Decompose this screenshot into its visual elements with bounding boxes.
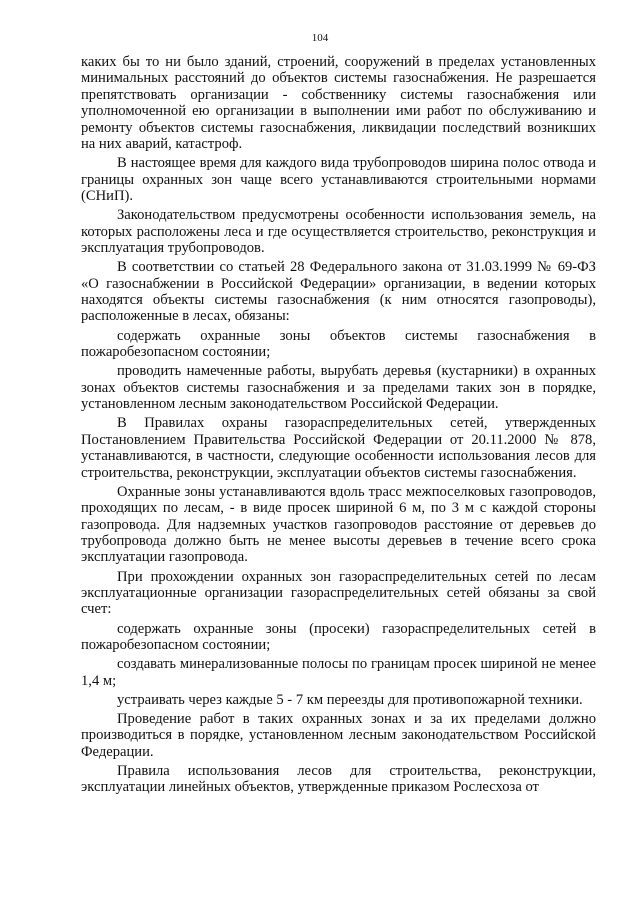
paragraph: содержать охранные зоны объектов системы газоснабжения в пожаробезопасном состоянии;	[81, 327, 596, 361]
paragraph: каких бы то ни было зданий, строений, сооружений в пределах установленных минимальных расстояний до объектов системы газоснабжения. Не разрешается препятствовать организации - собственнику системы газоснабжения или уполномоченной ею организации в выполнении ими работ по обслуживанию и ремонту объектов системы газоснабжения, ликвидации последствий возникших на них аварий, катастроф.	[81, 54, 596, 153]
page-number: 104	[311, 32, 329, 44]
paragraph: Охранные зоны устанавливаются вдоль трасс межпоселковых газопроводов, проходящих по лесам, - в виде просек шириной 6 м, по 3 м с каждой стороны газопровода. Для надземных участков газопроводов расстояние от деревьев до трубопровода должно быть не менее высоты деревьев в течение всего срока эксплуатации газопровода.	[81, 483, 596, 566]
document-body	[81, 54, 596, 796]
paragraph: проводить намеченные работы, вырубать деревья (кустарники) в охранных зонах объектов системы газоснабжения и за пределами таких зон в порядке, установленном лесным законодательством Российской Федерации.	[81, 363, 596, 413]
paragraph: создавать минерализованные полосы по границам просек шириной не менее 1,4 м;	[81, 656, 596, 689]
paragraph: При прохождении охранных зон газораспределительных сетей по лесам эксплуатационные организации газораспределительных сетей обязаны за свой счет:	[81, 568, 596, 618]
paragraph: устраивать через каждые 5 - 7 км переезды для противопожарной техники.	[117, 691, 583, 708]
paragraph: В настоящее время для каждого вида трубопроводов ширина полос отвода и границы охранных зон чаще всего устанавливаются строительными нормами (СНиП).	[81, 155, 596, 205]
paragraph: Правила использования лесов для строительства, реконструкции, эксплуатации линейных объектов, утвержденные приказом Рослесхоза от	[81, 763, 596, 796]
paragraph: В Правилах охраны газораспределительных сетей, утвержденных Постановлением Правительства Российской Федерации от 20.11.2000 № 878, устанавливаются, в частности, следующие особенности использования лесов для строительства, реконструкции, эксплуатации объектов системы газоснабжения.	[81, 415, 596, 481]
paragraph: Законодательством предусмотрены особенности использования земель, на которых расположены леса и где осуществляется строительство, реконструкция и эксплуатация трубопроводов.	[81, 207, 596, 257]
paragraph: Проведение работ в таких охранных зонах и за их пределами должно производиться в порядке, установленном лесным законодательством Российской Федерации.	[81, 711, 596, 760]
paragraph: В соответствии со статьей 28 Федерального закона от 31.03.1999 № 69-ФЗ «О газоснабжении в Российской Федерации» организации, в ведении которых находятся объекты системы газоснабжения (к ним относятся газопроводы), расположенные в лесах, обязаны:	[81, 259, 596, 325]
paragraph: содержать охранные зоны (просеки) газораспределительных сетей в пожаробезопасном состоянии;	[81, 620, 596, 653]
